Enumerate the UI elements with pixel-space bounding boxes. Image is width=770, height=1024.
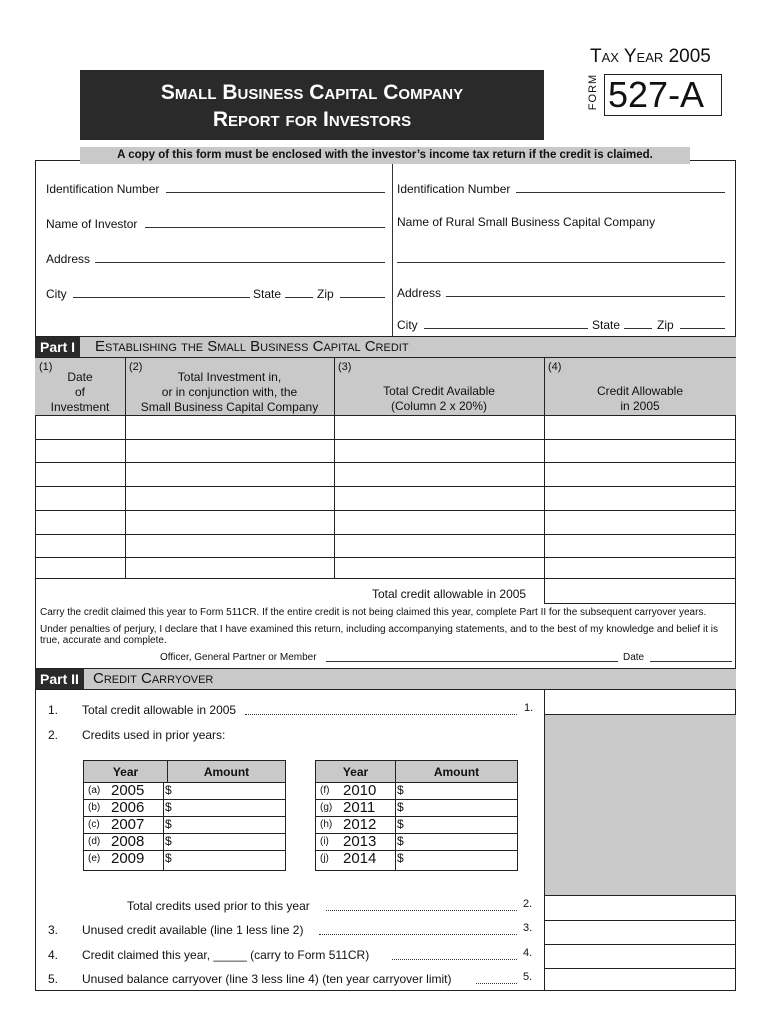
- year-letter: (b): [88, 802, 101, 813]
- line5-answer[interactable]: [544, 968, 736, 991]
- table-row[interactable]: [35, 534, 736, 535]
- part1-tag: Part I: [35, 337, 80, 357]
- company-zip-label: Zip: [657, 318, 674, 332]
- dollar-sign: $: [397, 783, 404, 797]
- year-letter: (d): [88, 836, 101, 847]
- year-letter: (j): [320, 853, 329, 864]
- notice-bar: A copy of this form must be enclosed with the investor’s income tax return if the credit is claimed.: [80, 147, 690, 164]
- table-row[interactable]: [35, 510, 736, 511]
- line3-leader: [319, 934, 517, 935]
- line1-label: Total credit allowable in 2005: [82, 703, 237, 717]
- company-zip-field[interactable]: [680, 328, 725, 329]
- dollar-sign: $: [165, 800, 172, 814]
- col-divider: [334, 358, 335, 578]
- year-value: 2010: [343, 782, 377, 799]
- company-name-label: Name of Rural Small Business Capital Company: [397, 215, 656, 229]
- company-id-label: Identification Number: [397, 182, 511, 196]
- year-header: Year: [316, 761, 396, 783]
- perjury-note: Under penalties of perjury, I declare that I have examined this return, including accompanying statements, and to the best of my knowledge and belief it is true, accurate and complete.: [40, 624, 718, 646]
- date-field[interactable]: [650, 661, 732, 662]
- line2-answer[interactable]: [544, 895, 736, 920]
- section-divider: [392, 164, 393, 336]
- title-line-2: Report for Investors: [212, 108, 412, 131]
- year-row[interactable]: [315, 783, 518, 800]
- investor-id-field[interactable]: [166, 192, 385, 193]
- line5-number: 5.: [48, 972, 59, 986]
- line2-number: 2.: [48, 728, 59, 742]
- officer-signature-field[interactable]: [326, 661, 618, 662]
- total-credit-label: Total credit allowable in 2005: [372, 587, 527, 601]
- year-value: 2009: [111, 850, 145, 867]
- total-prior-ref: 2.: [523, 898, 533, 910]
- investor-city-label: City: [46, 287, 67, 301]
- total-prior-leader: [326, 910, 517, 911]
- table-row[interactable]: [35, 462, 736, 463]
- year-letter: (h): [320, 819, 333, 830]
- company-city-label: City: [397, 318, 418, 332]
- form-label: FORM: [587, 73, 599, 111]
- line1-number: 1.: [48, 703, 59, 717]
- dollar-sign: $: [165, 817, 172, 831]
- line4-label: Credit claimed this year, _____ (carry to Form 511CR): [82, 948, 370, 962]
- table-row[interactable]: [35, 439, 736, 440]
- part1-title: Establishing the Small Business Capital Credit: [95, 338, 409, 355]
- part2-title: Credit Carryover: [93, 670, 214, 687]
- col3-header: [334, 358, 544, 416]
- line2-label: Credits used in prior years:: [82, 728, 226, 742]
- investor-name-label: Name of Investor: [46, 217, 138, 231]
- dollar-sign: $: [397, 834, 404, 848]
- line4-answer[interactable]: [544, 944, 736, 968]
- col4-header: [544, 358, 736, 416]
- year-value: 2008: [111, 833, 145, 850]
- line1-answer[interactable]: [544, 690, 736, 715]
- table-row[interactable]: [35, 557, 736, 558]
- investor-zip-label: Zip: [317, 287, 334, 301]
- year-letter: (g): [320, 802, 333, 813]
- company-state-field[interactable]: [624, 328, 652, 329]
- col3-label: Total Credit Available (Column 2 x 20%): [383, 384, 495, 413]
- dollar-sign: $: [397, 800, 404, 814]
- dollar-sign: $: [397, 851, 404, 865]
- part2-tag: Part II: [35, 669, 84, 689]
- col4-number: (4): [548, 361, 562, 373]
- form-number: 527-A: [604, 74, 722, 116]
- investor-address-label: Address: [46, 252, 91, 266]
- line5-ref: 5.: [523, 971, 533, 983]
- year-row[interactable]: [315, 800, 518, 817]
- year-letter: (a): [88, 785, 101, 796]
- part2-header: [35, 668, 736, 690]
- line3-answer[interactable]: [544, 920, 736, 944]
- company-state-label: State: [592, 318, 621, 332]
- line3-label: Unused credit available (line 1 less line 2): [82, 923, 304, 937]
- year-letter: (e): [88, 853, 101, 864]
- line5-leader: [476, 983, 517, 984]
- year-letter: (i): [320, 836, 329, 847]
- shaded-area: [544, 714, 736, 895]
- col3-number: (3): [338, 361, 352, 373]
- col1-number: (1): [39, 361, 53, 373]
- company-name-field[interactable]: [397, 262, 725, 263]
- col2-label: Total Investment in, or in conjunction with, the Small Business Capital Company: [140, 370, 319, 414]
- investor-address-field[interactable]: [95, 262, 385, 263]
- table-row[interactable]: [35, 486, 736, 487]
- year-row[interactable]: [83, 800, 286, 817]
- year-row[interactable]: [83, 834, 286, 851]
- year-row[interactable]: [83, 851, 286, 868]
- investor-name-field[interactable]: [145, 227, 385, 228]
- year-value: 2006: [111, 799, 145, 816]
- year-row[interactable]: [315, 817, 518, 834]
- right-year-rows: [315, 783, 518, 871]
- date-label: Date: [623, 652, 645, 663]
- dollar-sign: $: [165, 851, 172, 865]
- year-row[interactable]: [83, 783, 286, 800]
- amount-header: Amount: [168, 761, 285, 783]
- investor-city-field[interactable]: [73, 297, 250, 298]
- col1-label: Date of Investment: [50, 370, 110, 414]
- year-row[interactable]: [315, 851, 518, 868]
- col-divider: [544, 358, 545, 604]
- total-prior-label: Total credits used prior to this year: [127, 899, 310, 913]
- investor-state-field[interactable]: [285, 297, 313, 298]
- year-value: 2013: [343, 833, 377, 850]
- line4-ref: 4.: [523, 947, 533, 959]
- year-value: 2011: [343, 799, 376, 816]
- line4-number: 4.: [48, 948, 59, 962]
- officer-label: Officer, General Partner or Member: [160, 652, 317, 663]
- line5-label: Unused balance carryover (line 3 less line 4) (ten year carryover limit): [82, 972, 452, 986]
- line1-ref: 1.: [524, 702, 534, 714]
- total-credit-field[interactable]: [544, 579, 736, 604]
- investor-zip-field[interactable]: [340, 297, 385, 298]
- dollar-sign: $: [397, 817, 404, 831]
- line3-ref: 3.: [523, 922, 533, 934]
- col-divider: [125, 358, 126, 578]
- year-header: Year: [84, 761, 168, 783]
- carry-note: Carry the credit claimed this year to Form 511CR. If the entire credit is not being claimed this year, complete Part II for the subsequent carryover years.: [40, 607, 707, 618]
- investor-id-label: Identification Number: [46, 182, 160, 196]
- form-title: [80, 70, 544, 140]
- line3-number: 3.: [48, 923, 59, 937]
- tax-year: Tax Year 2005: [590, 46, 711, 67]
- line4-leader: [392, 959, 517, 960]
- investor-state-label: State: [253, 287, 282, 301]
- col2-header: [125, 358, 334, 416]
- company-address-label: Address: [397, 286, 442, 300]
- company-address-field[interactable]: [446, 296, 725, 297]
- company-city-field[interactable]: [424, 328, 588, 329]
- year-value: 2012: [343, 816, 377, 833]
- amount-header: Amount: [396, 761, 517, 783]
- dollar-sign: $: [165, 783, 172, 797]
- company-id-field[interactable]: [516, 192, 725, 193]
- year-letter: (c): [88, 819, 100, 830]
- col1-header: [35, 358, 125, 416]
- year-row[interactable]: [83, 817, 286, 834]
- year-letter: (f): [320, 785, 330, 796]
- col4-label: Credit Allowable in 2005: [596, 384, 684, 413]
- year-value: 2005: [111, 782, 145, 799]
- title-line-1: Small Business Capital Company: [160, 81, 464, 104]
- part1-header: [35, 336, 736, 358]
- year-row[interactable]: [315, 834, 518, 851]
- year-value: 2007: [111, 816, 145, 833]
- col2-number: (2): [129, 361, 143, 373]
- line1-leader: [245, 714, 517, 715]
- dollar-sign: $: [165, 834, 172, 848]
- year-value: 2014: [343, 850, 377, 867]
- left-year-rows: [83, 783, 286, 871]
- part1-column-header: [35, 358, 736, 416]
